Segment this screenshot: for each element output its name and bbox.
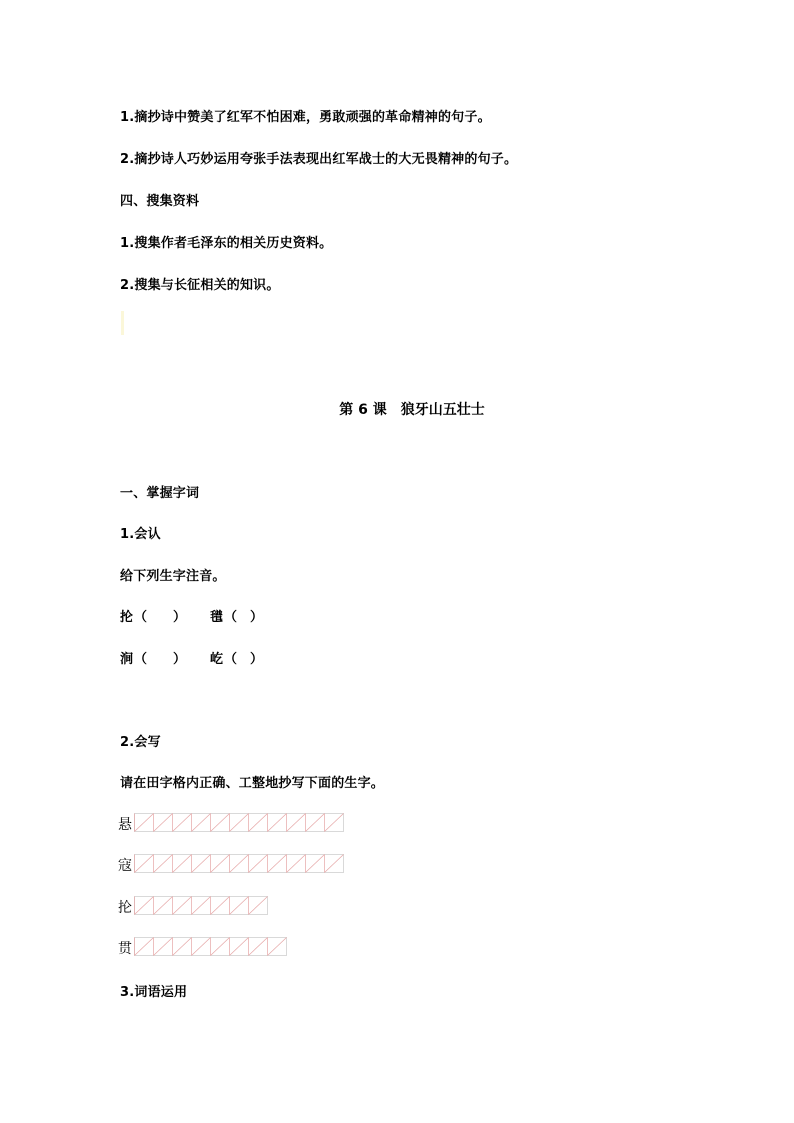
lesson-title: 第 6 课 狼牙山五壮士 xyxy=(339,402,485,418)
grid-cell-diagonal xyxy=(211,855,230,873)
writing-char: 抡 xyxy=(118,900,132,916)
research-item-1: 1.搜集作者毛泽东的相关历史资料。 xyxy=(120,236,333,251)
grid-cell-diagonal xyxy=(211,897,230,915)
pinyin-char: 屹 xyxy=(210,652,224,667)
question-2: 2.摘抄诗人巧妙运用夸张手法表现出红军战士的大无畏精神的句子。 xyxy=(120,152,518,167)
subheading-word-usage: 3.词语运用 xyxy=(120,985,188,1000)
pinyin-blank[interactable]: （ ） xyxy=(224,652,264,667)
grid-cell-diagonal xyxy=(211,814,230,832)
grid-cell-diagonal xyxy=(173,938,192,956)
grid-cell-diagonal xyxy=(192,814,211,832)
tianzige-svg xyxy=(134,854,344,873)
tianzige-grid[interactable] xyxy=(134,937,287,955)
grid-cell-diagonal xyxy=(230,814,249,832)
tianzige-svg xyxy=(134,813,344,832)
grid-cell-diagonal xyxy=(287,814,306,832)
tianzige-grid[interactable] xyxy=(134,896,268,914)
grid-cell-diagonal xyxy=(154,897,173,915)
grid-cell-diagonal xyxy=(192,938,211,956)
grid-cell-diagonal xyxy=(135,855,154,873)
writing-char: 悬 xyxy=(118,817,132,833)
grid-cell-diagonal xyxy=(173,897,192,915)
writing-char: 寇 xyxy=(118,858,132,874)
tianzige-svg xyxy=(134,937,287,956)
grid-cell-diagonal xyxy=(135,814,154,832)
instruction-pinyin: 给下列生字注音。 xyxy=(120,569,226,584)
question-1: 1.摘抄诗中赞美了红军不怕困难，勇敢顽强的革命精神的句子。 xyxy=(120,110,491,125)
pinyin-char: 氆 xyxy=(210,610,224,625)
grid-cell-diagonal xyxy=(135,938,154,956)
grid-cell-diagonal xyxy=(268,814,287,832)
grid-cell-diagonal xyxy=(249,855,268,873)
grid-cell-diagonal xyxy=(268,938,287,956)
grid-cell-diagonal xyxy=(154,814,173,832)
section-heading-1: 一、掌握字词 xyxy=(120,486,200,501)
grid-cell-diagonal xyxy=(154,938,173,956)
grid-cell-diagonal xyxy=(135,897,154,915)
grid-cell-diagonal xyxy=(230,938,249,956)
grid-cell-diagonal xyxy=(230,855,249,873)
grid-cell-diagonal xyxy=(306,855,325,873)
grid-cell-diagonal xyxy=(325,855,344,873)
grid-cell-diagonal xyxy=(154,855,173,873)
text-cursor-highlight xyxy=(121,311,124,335)
grid-cell-diagonal xyxy=(249,938,268,956)
pinyin-char: 抡 xyxy=(120,610,134,625)
section-heading-4: 四、搜集资料 xyxy=(120,194,200,209)
pinyin-blank[interactable]: （ ） xyxy=(134,652,187,667)
instruction-write: 请在田字格内正确、工整地抄写下面的生字。 xyxy=(120,776,385,791)
grid-cell-diagonal xyxy=(192,855,211,873)
grid-cell-diagonal xyxy=(192,897,211,915)
subheading-write: 2.会写 xyxy=(120,735,161,750)
grid-cell-diagonal xyxy=(173,814,192,832)
grid-cell-diagonal xyxy=(268,855,287,873)
tianzige-svg xyxy=(134,896,268,915)
grid-cell-diagonal xyxy=(325,814,344,832)
grid-cell-diagonal xyxy=(211,938,230,956)
tianzige-grid[interactable] xyxy=(134,854,344,872)
grid-cell-diagonal xyxy=(249,814,268,832)
grid-cell-diagonal xyxy=(230,897,249,915)
grid-cell-diagonal xyxy=(249,897,268,915)
grid-cell-diagonal xyxy=(173,855,192,873)
grid-cell-diagonal xyxy=(287,855,306,873)
pinyin-blank[interactable]: （ ） xyxy=(134,610,187,625)
writing-char: 贯 xyxy=(118,941,132,957)
subheading-recognize: 1.会认 xyxy=(120,527,161,542)
pinyin-char: 涧 xyxy=(120,652,134,667)
grid-cell-diagonal xyxy=(306,814,325,832)
pinyin-blank[interactable]: （ ） xyxy=(224,610,264,625)
research-item-2: 2.搜集与长征相关的知识。 xyxy=(120,278,280,293)
tianzige-grid[interactable] xyxy=(134,813,344,831)
